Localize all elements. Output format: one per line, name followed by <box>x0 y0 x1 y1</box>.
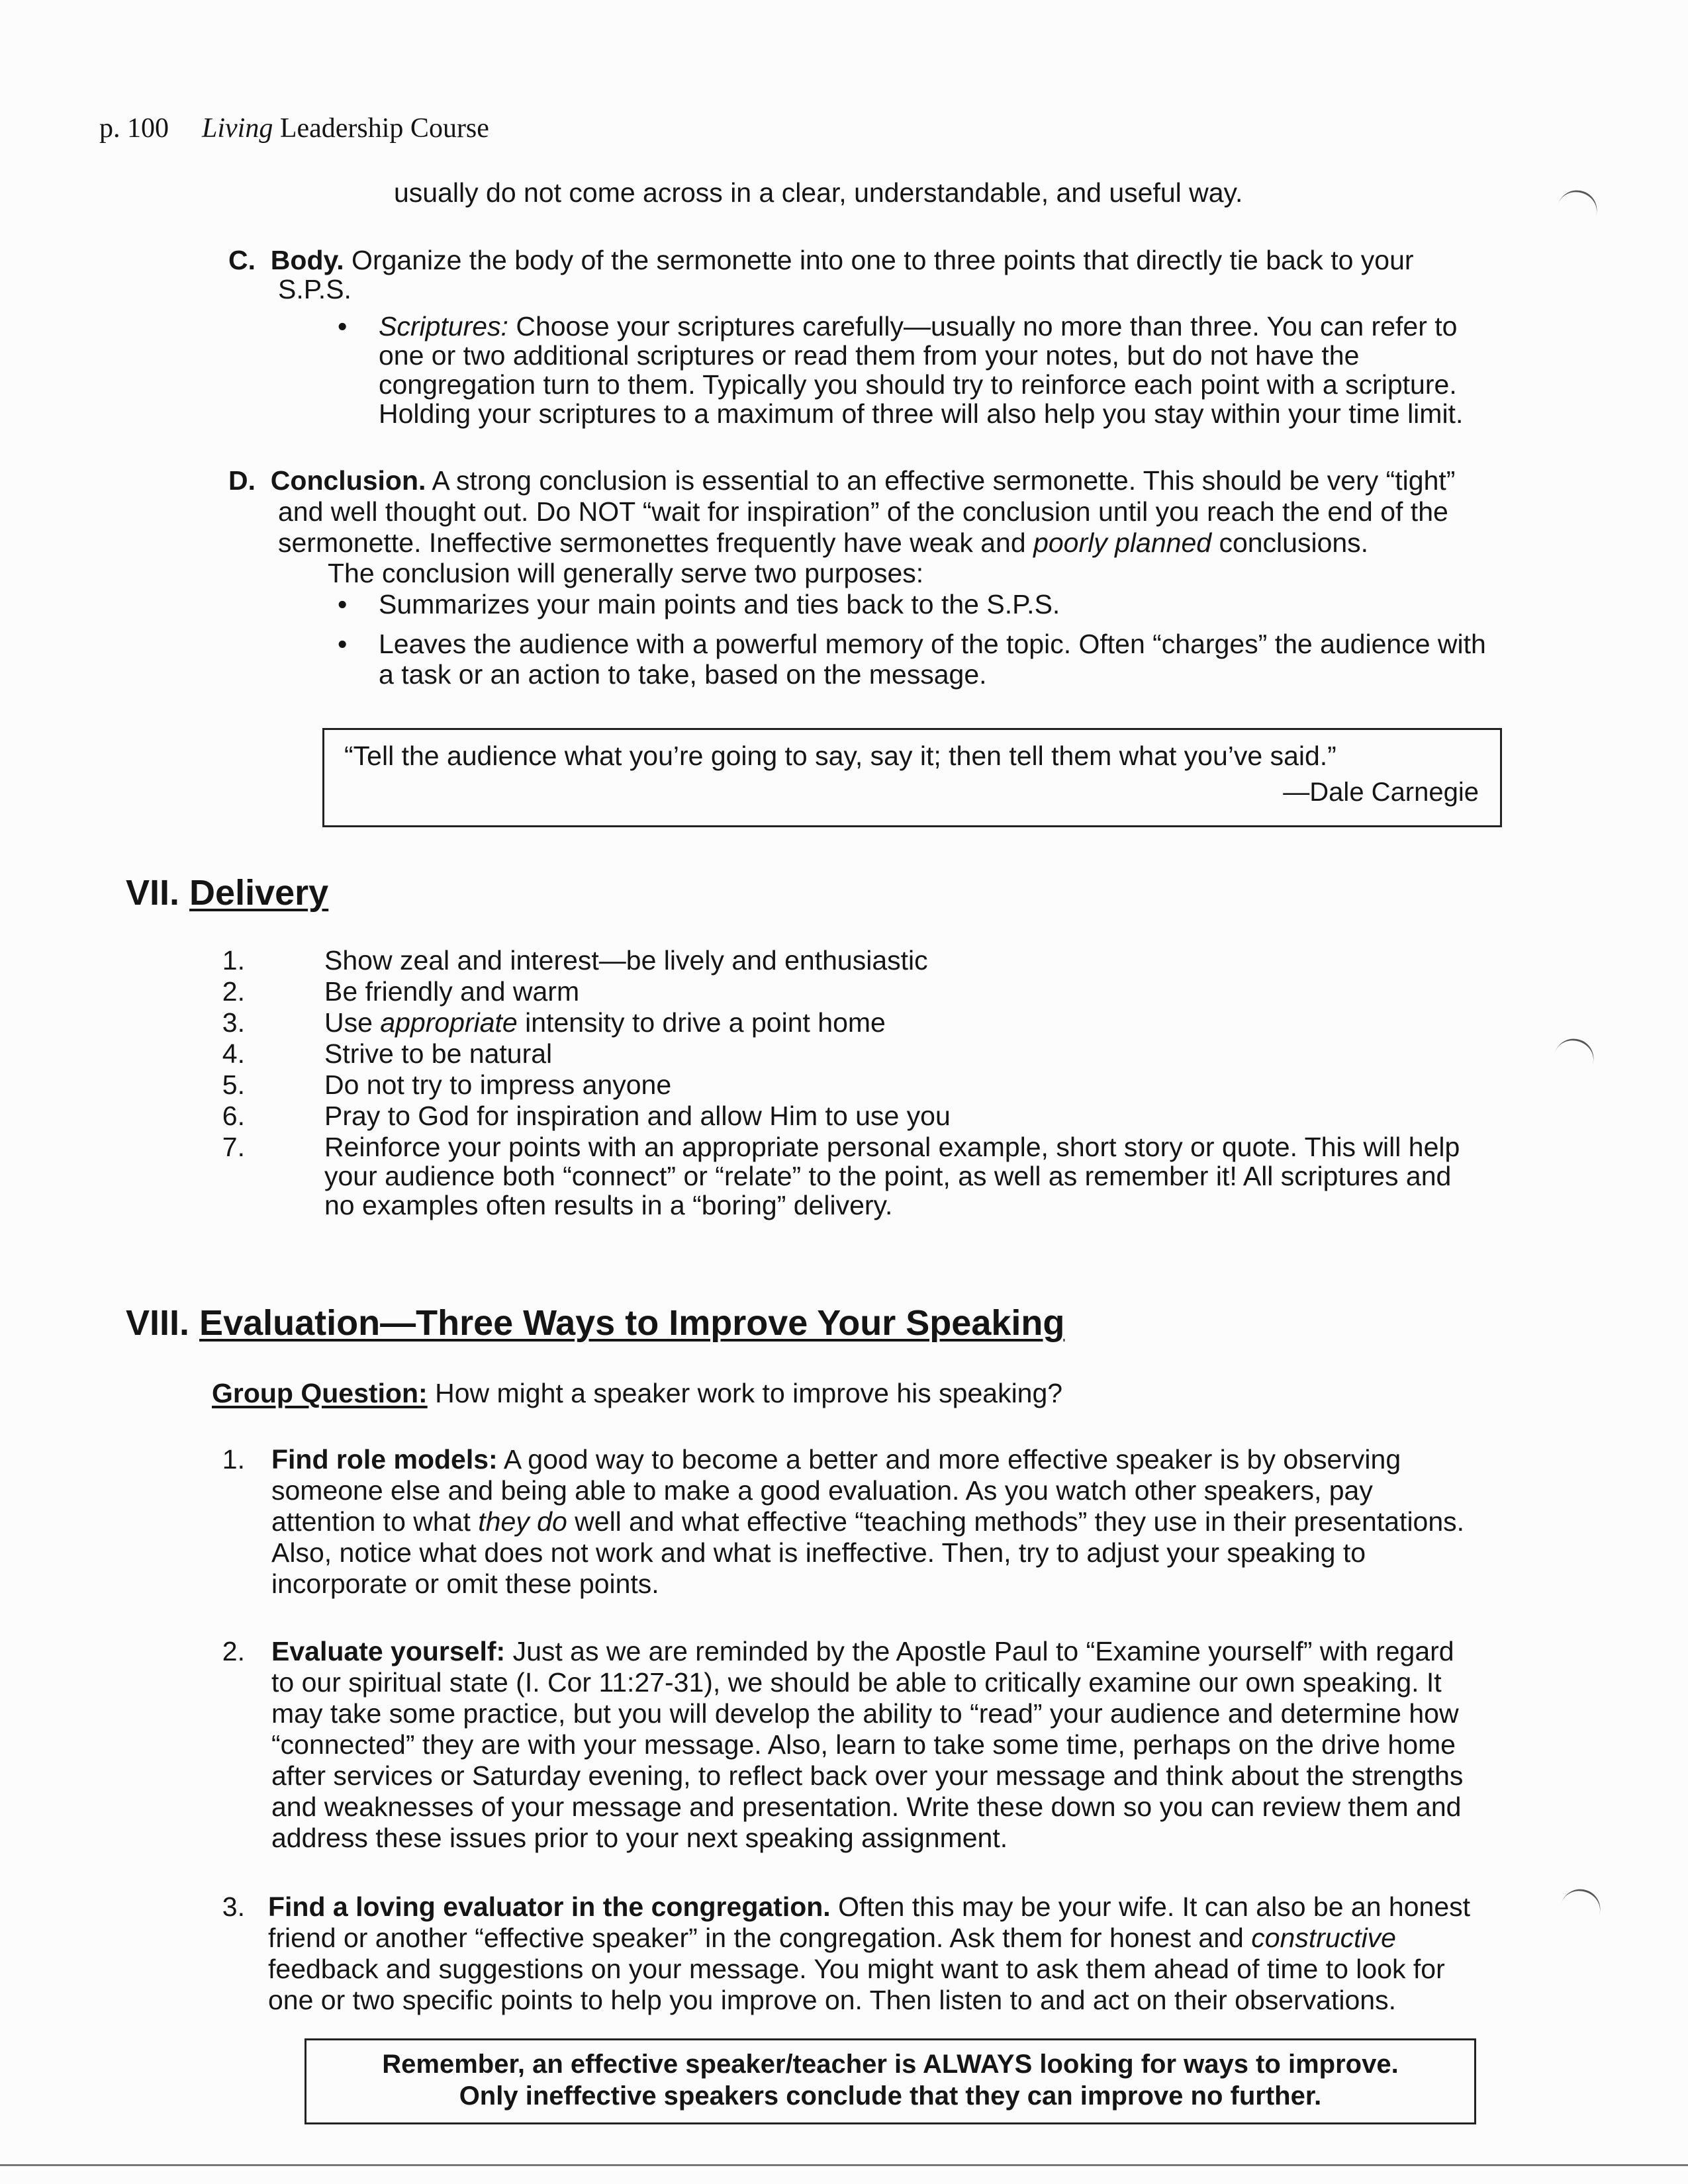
evaluation-item-3 <box>199 1891 1523 2024</box>
conclusion-bullet2-line1: Leaves the audience with a powerful memory of the topic. Often “charges” the audience with <box>379 629 1486 659</box>
section-title: Delivery <box>189 873 329 913</box>
item-line: friend or another “effective speaker” in the congregation. Ask them for honest and constructive <box>268 1923 1396 1953</box>
item-line: incorporate or omit these points. <box>271 1569 659 1599</box>
bullet-icon: • <box>338 629 348 659</box>
scriptures-label: Scriptures: <box>379 311 508 341</box>
quote-attribution: —Dale Carnegie <box>1283 778 1479 807</box>
item-line: Find a loving evaluator in the congregation. Often this may be your wife. It can also be an honest <box>268 1891 1471 1922</box>
body-letter: C. <box>228 245 256 275</box>
conclusion-heading-line: D. Conclusion. A strong conclusion is essential to an effective sermonette. This should be very “tight” <box>228 465 1456 496</box>
list-number: 1. <box>222 945 245 976</box>
delivery-list <box>199 945 1523 1236</box>
list-item: Pray to God for inspiration and allow Him to use you <box>324 1101 951 1131</box>
quote-box <box>322 728 1502 827</box>
list-number: 3. <box>222 1007 245 1038</box>
scriptures-line1: Scriptures: Choose your scriptures carefully—usually no more than three. You can refer to <box>379 311 1458 341</box>
scriptures-line3: congregation turn to them. Typically you should try to reinforce each point with a scripture. <box>379 369 1457 400</box>
remember-line2: Only ineffective speakers conclude that they can improve no further. <box>459 2081 1322 2111</box>
item-line: to our spiritual state (I. Cor 11:27-31), we should be able to critically examine our own speaking. It <box>271 1667 1442 1698</box>
list-item: Show zeal and interest—be lively and enthusiastic <box>324 945 928 976</box>
evaluation-item-2 <box>199 1636 1523 1874</box>
item-line: may take some practice, but you will develop the ability to “read” your audience and determine how <box>271 1698 1459 1729</box>
item-line: “connected” they are with your message. Also, learn to take some time, perhaps on the drive home <box>271 1729 1456 1760</box>
list-item: Be friendly and warm <box>324 976 580 1007</box>
item-line: and weaknesses of your message and presentation. Write these down so you can review them and <box>271 1792 1462 1822</box>
group-question-label: Group Question: <box>212 1378 428 1408</box>
section-numeral: VII. <box>126 873 180 913</box>
group-question-text: How might a speaker work to improve his speaking? <box>427 1378 1063 1408</box>
list-number: 1. <box>222 1444 245 1475</box>
item-line: address these issues prior to your next speaking assignment. <box>271 1823 1008 1853</box>
section-heading-evaluation <box>126 1302 1064 1343</box>
header-title-rest: Leadership Course <box>273 113 489 144</box>
list-number: 4. <box>222 1038 245 1069</box>
evaluation-item-1 <box>199 1444 1523 1616</box>
list-item-continued: your audience both “connect” or “relate” to the point, as well as remember it! All scriptures and <box>324 1161 1452 1191</box>
page-header <box>99 113 489 144</box>
intro-line: usually do not come across in a clear, understandable, and useful way. <box>394 177 1243 208</box>
conclusion-letter: D. <box>228 465 256 496</box>
quote-text: “Tell the audience what you’re going to say, say it; then tell them what you’ve said.” <box>344 741 1336 771</box>
item-label: Evaluate yourself: <box>271 1636 506 1666</box>
scriptures-line4: Holding your scriptures to a maximum of three will also help you stay within your time limit. <box>379 398 1464 429</box>
list-item: Strive to be natural <box>324 1038 553 1069</box>
section-heading-delivery <box>126 872 328 913</box>
item-line: attention to what they do well and what effective “teaching methods” they use in their presentations. <box>271 1506 1465 1537</box>
conclusion-bullet1: Summarizes your main points and ties back to the S.P.S. <box>379 589 1060 619</box>
list-item: Reinforce your points with an appropriate personal example, short story or quote. This will help <box>324 1132 1460 1162</box>
conclusion-line3: sermonette. Ineffective sermonettes frequently have weak and poorly planned conclusions. <box>278 527 1369 558</box>
list-item: Do not try to impress anyone <box>324 1069 672 1100</box>
item-line: Evaluate yourself: Just as we are reminded by the Apostle Paul to “Examine yourself” with regard <box>271 1636 1454 1666</box>
list-number: 2. <box>222 976 245 1007</box>
scriptures-line2: one or two additional scriptures or read them from your notes, but do not have the <box>379 340 1360 371</box>
remember-box <box>305 2038 1476 2124</box>
list-number: 3. <box>222 1891 245 1922</box>
header-title-italic: Living <box>202 113 273 144</box>
body-text-line2: S.P.S. <box>278 274 352 304</box>
list-item-continued: no examples often results in a “boring” delivery. <box>324 1190 893 1220</box>
item-label: Find a loving evaluator in the congregation. <box>268 1891 831 1922</box>
item-line: one or two specific points to help you improve on. Then listen to and act on their observations. <box>268 1985 1397 2015</box>
conclusion-line2: and well thought out. Do NOT “wait for inspiration” of the conclusion until you reach the end of the <box>278 496 1448 527</box>
page-bottom-edge <box>0 2164 1688 2166</box>
item-line: after services or Saturday evening, to reflect back over your message and think about the strengths <box>271 1760 1464 1791</box>
bullet-icon: • <box>338 589 348 619</box>
conclusion-label: Conclusion. <box>270 465 426 496</box>
list-item: Use appropriate intensity to drive a point home <box>324 1007 886 1038</box>
remember-line1: Remember, an effective speaker/teacher is ALWAYS looking for ways to improve. <box>382 2050 1399 2079</box>
conclusion-bullet2-line2: a task or an action to take, based on the message. <box>379 659 987 690</box>
body-label: Body. <box>270 245 344 275</box>
conclusion-purposes-intro: The conclusion will generally serve two purposes: <box>328 558 924 588</box>
binder-hole-mark <box>1552 1034 1599 1073</box>
binder-hole-mark <box>1559 1884 1605 1923</box>
section-numeral: VIII. <box>126 1303 190 1343</box>
item-line: Also, notice what does not work and what is ineffective. Then, try to adjust your speaking to <box>271 1537 1366 1568</box>
body-text-line1: Organize the body of the sermonette into one to three points that directly tie back to your <box>344 245 1414 275</box>
body-heading-line <box>228 245 1414 276</box>
page-number: p. 100 <box>99 113 169 144</box>
list-number: 5. <box>222 1069 245 1100</box>
item-label: Find role models: <box>271 1444 498 1475</box>
list-number: 7. <box>222 1132 245 1162</box>
item-line: feedback and suggestions on your message. You might want to ask them ahead of time to look for <box>268 1954 1445 1984</box>
group-question <box>212 1378 1062 1409</box>
binder-hole-mark <box>1556 185 1602 224</box>
item-line: Find role models: A good way to become a better and more effective speaker is by observing <box>271 1444 1401 1475</box>
item-line: someone else and being able to make a good evaluation. As you watch other speakers, pay <box>271 1475 1373 1506</box>
section-title: Evaluation—Three Ways to Improve Your Speaking <box>199 1303 1065 1343</box>
list-number: 2. <box>222 1636 245 1666</box>
bullet-icon: • <box>338 311 348 341</box>
list-number: 6. <box>222 1101 245 1131</box>
